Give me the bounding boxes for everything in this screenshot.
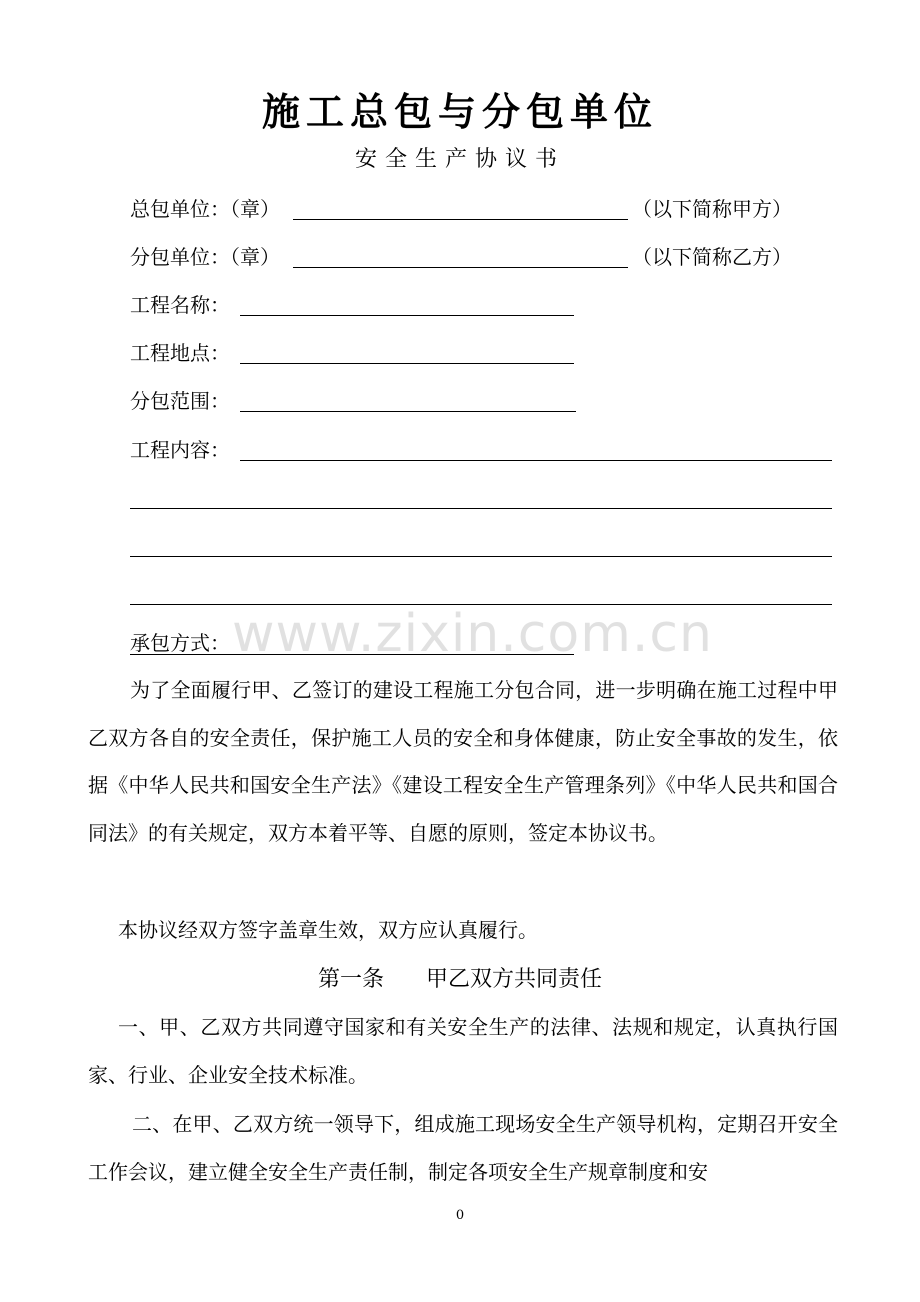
- subcontract-scope-field: [130, 384, 580, 418]
- intro-paragraph: 为了全面履行甲、乙签订的建设工程施工分包合同，进一步明确在施工过程中甲乙双方各自的安全责任，保护施工人员的安全和身体健康，防止安全事故的发生，依据《中华人民共和国安全生产法》《建设工程安全生产管理条列》《中华人民共和国合同法》的有关规定，双方本着平等、自愿的原则，签定本协议书。: [88, 678, 838, 845]
- page-number: 0: [455, 1208, 465, 1223]
- project-name-blank[interactable]: [240, 315, 574, 316]
- general-contractor-blank[interactable]: [293, 219, 628, 220]
- general-contractor-label: 总包单位：（章）: [130, 197, 280, 221]
- subcontract-scope-blank[interactable]: [240, 411, 576, 412]
- contract-method-field: [130, 626, 580, 660]
- contract-method-label: 承包方式：: [130, 631, 230, 655]
- watermark: www.zixin.com.cn: [232, 604, 713, 664]
- effect-paragraph: 本协议经双方签字盖章生效，双方应认真履行。: [118, 918, 538, 942]
- subcontractor-label: 分包单位：（章）: [130, 245, 280, 269]
- subcontract-scope-label: 分包范围：: [130, 389, 230, 413]
- project-name-label: 工程名称：: [130, 293, 230, 317]
- document-title: 施工总包与分包单位: [261, 89, 658, 134]
- project-content-blank-line-2[interactable]: [130, 508, 832, 509]
- project-location-field: [130, 336, 580, 370]
- general-contractor-field: [130, 192, 830, 226]
- article-1-clause-2: 二、在甲、乙双方统一领导下，组成施工现场安全生产领导机构，定期召开安全工作会议，建立健全安全生产责任制，制定各项安全生产规章制度和安: [88, 1112, 838, 1184]
- project-content-blank-line-4[interactable]: [130, 604, 832, 605]
- project-content-label: 工程内容：: [130, 438, 230, 462]
- subcontractor-suffix: （以下简称乙方）: [632, 245, 792, 269]
- general-contractor-suffix: （以下简称甲方）: [632, 197, 792, 221]
- document-subtitle: 安全生产协议书: [354, 147, 565, 172]
- project-name-field: [130, 288, 580, 322]
- subcontractor-field: [130, 240, 830, 274]
- project-location-blank[interactable]: [240, 363, 574, 364]
- project-location-label: 工程地点：: [130, 341, 230, 365]
- project-content-field: [130, 433, 832, 467]
- subcontractor-blank[interactable]: [293, 267, 628, 268]
- project-content-blank-line-3[interactable]: [130, 556, 832, 557]
- project-content-blank[interactable]: [240, 460, 832, 461]
- article-1-heading: 第一条 甲乙双方共同责任: [318, 967, 602, 992]
- article-1-clause-1: 一、甲、乙双方共同遵守国家和有关安全生产的法律、法规和规定，认真执行国家、行业、企业安全技术标准。: [88, 1015, 838, 1087]
- contract-method-blank[interactable]: [130, 654, 574, 655]
